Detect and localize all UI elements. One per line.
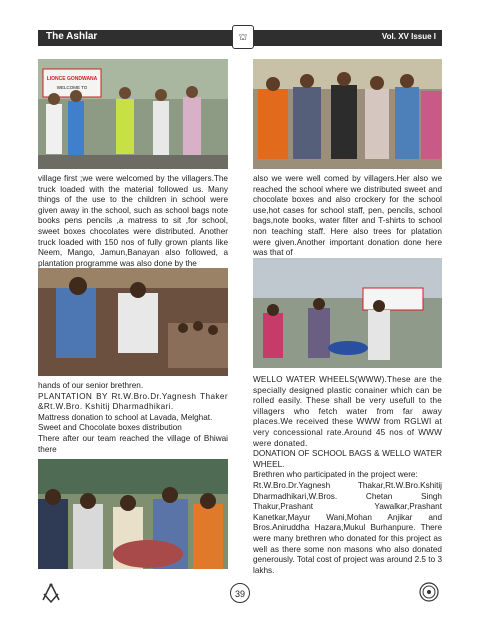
page-number: 39 <box>230 583 250 603</box>
issue-label: Vol. XV Issue I <box>381 32 436 41</box>
paragraph: hands of our senior brethren. <box>38 381 144 390</box>
paragraph: Sweet and Chocolate boxes distribution <box>38 423 182 433</box>
lodge-emblem-icon: ⛫ <box>232 25 254 49</box>
left-column-top-text <box>38 174 228 269</box>
photo-team-distribution <box>253 59 442 169</box>
left-column-middle-text <box>38 381 228 455</box>
paragraph: There after our team reached the village of Bhiwai there <box>38 433 228 454</box>
paragraph: Rt.W.Bro.Dr.Yagnesh Thakar,Rt.W.Bro.Kshitij Dharmadhikari,W.Bros. Chetan Singh Thakur,Prashant Yawalkar,Prashant Kanetkar,Mayur Wani,Mohan Anjikar and Bros.Aniruddha Hazara,Mukul Burhanpure. There were many brethren who donated for this project as well as there some non masons who also donated generously. Total cost of project was around 2.5 to 3 lakhs. <box>253 480 442 575</box>
lodge-seal-icon <box>418 581 440 603</box>
paragraph: WELLO WATER WHEELS(WWW).These are the specially designed plastic conainer which can be rolled easily. These shall be very usefull to the villagers who fetch water from far away places.We received these WWW from RGLWI at very concessional rate.Around 45 nos of WWW were donated. <box>253 375 442 448</box>
banner-text-line2: WELCOME TO <box>56 85 88 90</box>
paragraph: village first ;we were welcomed by the villagers.The truck loaded with the material followed us. Many things of the use to the children in school were given away in the school, such as school bags note books pens pencils ,a matress to sit ,for school, sweet boxes chocolates were distributed. Another truck loaded with 150 nos of fully grown plants like Neem, Mango, Jamun,Banayan also followed, a plantation programme was also done by the <box>38 174 228 268</box>
paragraph: Brethren who participated in the project were: <box>253 470 418 480</box>
right-column-top-text <box>253 174 442 259</box>
paragraph: also we were well comed by villagers.Her also we reached the school where we distributed sweet and chocolate boxes and also crockery for the school use,hot cases for school staff, pen, pencils, school bags,note books, water filter and T-shirts to school non teaching staff. Here also trees for platation were given.Another important donation done here was that of <box>253 174 442 258</box>
paragraph: DONATION OF SCHOOL BAGS & WELLO WATER WHEEL. <box>253 449 442 469</box>
photo-school-bags-donation <box>38 459 228 569</box>
photo-children-receiving <box>38 268 228 376</box>
masonic-square-compass-icon <box>40 582 62 604</box>
right-column-bottom-text <box>253 375 442 576</box>
photo-wello-water-wheels <box>253 258 442 368</box>
photo-welcome-group <box>38 59 228 169</box>
paragraph: Mattress donation to school at Lavada, Melghat. <box>38 412 213 422</box>
page-header <box>38 30 442 46</box>
banner-text-line1: LIONCE GONDWANA <box>46 76 98 82</box>
paragraph: PLANTATION BY Rt.W.Bro.Dr.Yagnesh Thaker &Rt.W.Bro. Kshitij Dharmadhikari. <box>38 391 228 412</box>
publication-title: The Ashlar <box>46 31 98 42</box>
